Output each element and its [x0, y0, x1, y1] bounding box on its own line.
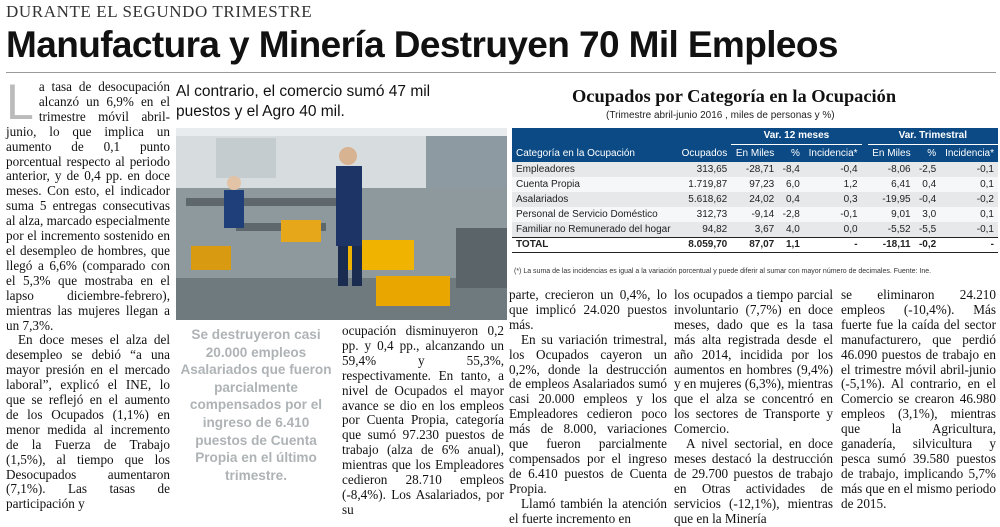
table-cell: -0,4 — [915, 192, 941, 207]
table-cell: -0,1 — [804, 207, 862, 222]
table-cell: Cuenta Propia — [512, 177, 677, 192]
table-cell: 0,0 — [804, 222, 862, 237]
table-row — [512, 222, 998, 237]
table-cell: 0,4 — [778, 192, 804, 207]
table-header: Categoría en la Ocupación — [512, 144, 677, 162]
table-subtitle: (Trimestre abril-junio 2016 , miles de personas y %) — [606, 110, 835, 121]
table-header: % — [915, 144, 941, 162]
table-cell: 313,65 — [677, 162, 731, 177]
pull-quote: Se destruyeron casi 20.000 empleos Asalariados que fueron parcialmente compensados por el ingreso de 6.410 puestos de Cuenta Propia en el último trimestre. — [180, 327, 332, 483]
body-column-4 — [509, 288, 667, 527]
table-cell: Familiar no Remunerado del hogar — [512, 222, 677, 237]
table-cell: -0,1 — [940, 162, 998, 177]
body-paragraph: Llamó también la atención el fuerte incremento en — [509, 495, 667, 526]
table-cell: -8,06 — [868, 162, 915, 177]
table-cell: 6,0 — [778, 177, 804, 192]
table-cell: TOTAL — [512, 237, 677, 252]
body-column-3 — [342, 324, 504, 518]
table-cell: 1,1 — [778, 237, 804, 252]
table-row — [512, 192, 998, 207]
headline: Manufactura y Minería Destruyen 70 Mil Empleos — [6, 24, 838, 65]
table-footnote: (*) La suma de las incidencias es igual a la variación porcentual y puede diferir al sumar con mayor número de decimales. Fuente: Ine. — [514, 268, 932, 275]
table-row — [512, 177, 998, 192]
body-paragraph: se eliminaron 24.210 empleos (-10,4%). Más fuerte fue la caída del sector manufacturero, que perdió 46.090 puestos de trabajo en el trimestre móvil abril-junio (-5,1%). Al contrario, en el Comercio se crearon 46.980 empleos (3,1%), mientras que la Agricultura, ganadería, silvicultura y pesca sumó 39.580 puestos de trabajo, implicando 5,7% más que en el mismo periodo de 2015. — [841, 287, 996, 511]
table-header: Incidencia* — [940, 144, 998, 162]
body-column-1 — [6, 74, 171, 512]
body-column-6 — [841, 288, 996, 512]
table-group-quarterly: Var. Trimestral — [868, 128, 998, 144]
table-cell: 0,3 — [804, 192, 862, 207]
table-cell: Personal de Servicio Doméstico — [512, 207, 677, 222]
table-cell: -0,4 — [804, 162, 862, 177]
table-cell: -19,95 — [868, 192, 915, 207]
table-cell: 24,02 — [731, 192, 778, 207]
table-cell: 3,67 — [731, 222, 778, 237]
employment-table — [512, 128, 998, 253]
table-header-spacer — [512, 128, 677, 144]
table-header: Ocupados — [677, 144, 731, 162]
table-cell: Empleadores — [512, 162, 677, 177]
table-cell: - — [804, 237, 862, 252]
body-paragraph: a tasa de desocupación alcanzó un 6,9% en el trimestre móvil abril-junio, lo que implica un aumento de 0,1 punto porcentual respecto al periodo anterior, y de 0,4 pp. en doce meses. Con esto, el indicador suma 5 entregas consecutivas al alza, marcado especialmente por el incremento sostenido en el desempleo de hombres, que llegó a 6,6% (comparado con el 5,3% que mostraba en el lapso diciembre-febrero), mientras las mujeres llegan a un 7,3%. — [6, 79, 171, 333]
table-cell: 94,82 — [677, 222, 731, 237]
table-cell: -0,2 — [915, 237, 941, 252]
table-cell: 4,0 — [778, 222, 804, 237]
table-cell: 87,07 — [731, 237, 778, 252]
table-cell: 0,4 — [915, 177, 941, 192]
subhead: Al contrario, el comercio sumó 47 mil puestos y el Agro 40 mil. — [176, 83, 431, 120]
table-cell: -0,2 — [940, 192, 998, 207]
table-cell: 0,1 — [940, 207, 998, 222]
table-cell: -0,1 — [940, 222, 998, 237]
table-header: En Miles — [731, 144, 778, 162]
table-cell: 3,0 — [915, 207, 941, 222]
table-cell: 8.059,70 — [677, 237, 731, 252]
factory-photo — [176, 128, 507, 320]
body-column-5 — [674, 288, 833, 527]
body-paragraph: En doce meses el alza del desempleo se debió “a una mayor presión en el mercado laboral”, explicó el INE, lo que se reflejó en el aumento de los Ocupados (1,1%) en menor medida al incremento de la Fuerza de Trabajo (1,5%), al tiempo que los Desocupados aumentaron (7,1%). Las tasas de participación y — [6, 332, 170, 512]
table-cell: -9,14 — [731, 207, 778, 222]
table-cell: 6,41 — [868, 177, 915, 192]
table-cell: 0,1 — [940, 177, 998, 192]
table-cell: -8,4 — [778, 162, 804, 177]
body-paragraph: En su variación trimestral, los Ocupados cayeron un 0,2%, donde la destrucción de empleos Asalariados sumó casi 20.000 empleos y los Empleadores cedieron poco más de 8.000, variaciones que fueron parcialmente compensados por el ingreso de 6.410 puestos de Cuenta Propia. — [509, 331, 667, 496]
table-cell: -5,52 — [868, 222, 915, 237]
table-cell: 1,2 — [804, 177, 862, 192]
table-cell: Asalariados — [512, 192, 677, 207]
body-paragraph: los ocupados a tiempo parcial involuntario (7,7%) en doce meses, dado que es la tasa más alta registrada desde el año 2014, incidida por los aumentos en hombres (9,4%) y en mujeres (6,3%), mientras que el alza se concentró en los sectores de Transporte y Comercio. — [674, 287, 833, 437]
table-header-spacer — [677, 128, 731, 144]
body-paragraph: A nivel sectorial, en doce meses destacó la destrucción de 29.700 puestos de trabajo en Otras actividades de servicios (-12,1%), mientras que en la Minería — [674, 436, 833, 526]
divider — [6, 72, 996, 73]
table-cell: 312,73 — [677, 207, 731, 222]
table-row — [512, 207, 998, 222]
table-cell: -2,8 — [778, 207, 804, 222]
table-header: Incidencia* — [804, 144, 862, 162]
table-cell: 97,23 — [731, 177, 778, 192]
table-cell: 5.618,62 — [677, 192, 731, 207]
table-cell: -18,11 — [868, 237, 915, 252]
dropcap: L — [6, 74, 34, 130]
factory-illustration — [176, 128, 507, 320]
table-total-row — [512, 237, 998, 252]
table-cell: -28,71 — [731, 162, 778, 177]
table-header: % — [778, 144, 804, 162]
table-cell: - — [940, 237, 998, 252]
kicker: DURANTE EL SEGUNDO TRIMESTRE — [6, 2, 313, 21]
body-paragraph: parte, crecieron un 0,4%, lo que implicó 24.020 puestos más. — [509, 287, 667, 332]
body-paragraph: ocupación disminuyeron 0,2 pp. y 0,4 pp., alcanzando un 59,4% y 55,3%, respectivamente. En tanto, a nivel de Ocupados el mayor avance se dio en los empleos por Cuenta Propia, categoría que sumó 97.230 puestos de trabajo (alza de 6% anual), mientras que los Empleadores cedieron 28.710 empleos (-8,4%). Los Asalariados, por su — [342, 323, 504, 517]
table-cell: 1.719,87 — [677, 177, 731, 192]
table-cell: -5,5 — [915, 222, 941, 237]
table-cell: 9,01 — [868, 207, 915, 222]
table-group-12-months: Var. 12 meses — [731, 128, 861, 144]
table-cell: -2,5 — [915, 162, 941, 177]
table-header: En Miles — [868, 144, 915, 162]
table-title: Ocupados por Categoría en la Ocupación — [572, 86, 897, 106]
table-row — [512, 162, 998, 177]
